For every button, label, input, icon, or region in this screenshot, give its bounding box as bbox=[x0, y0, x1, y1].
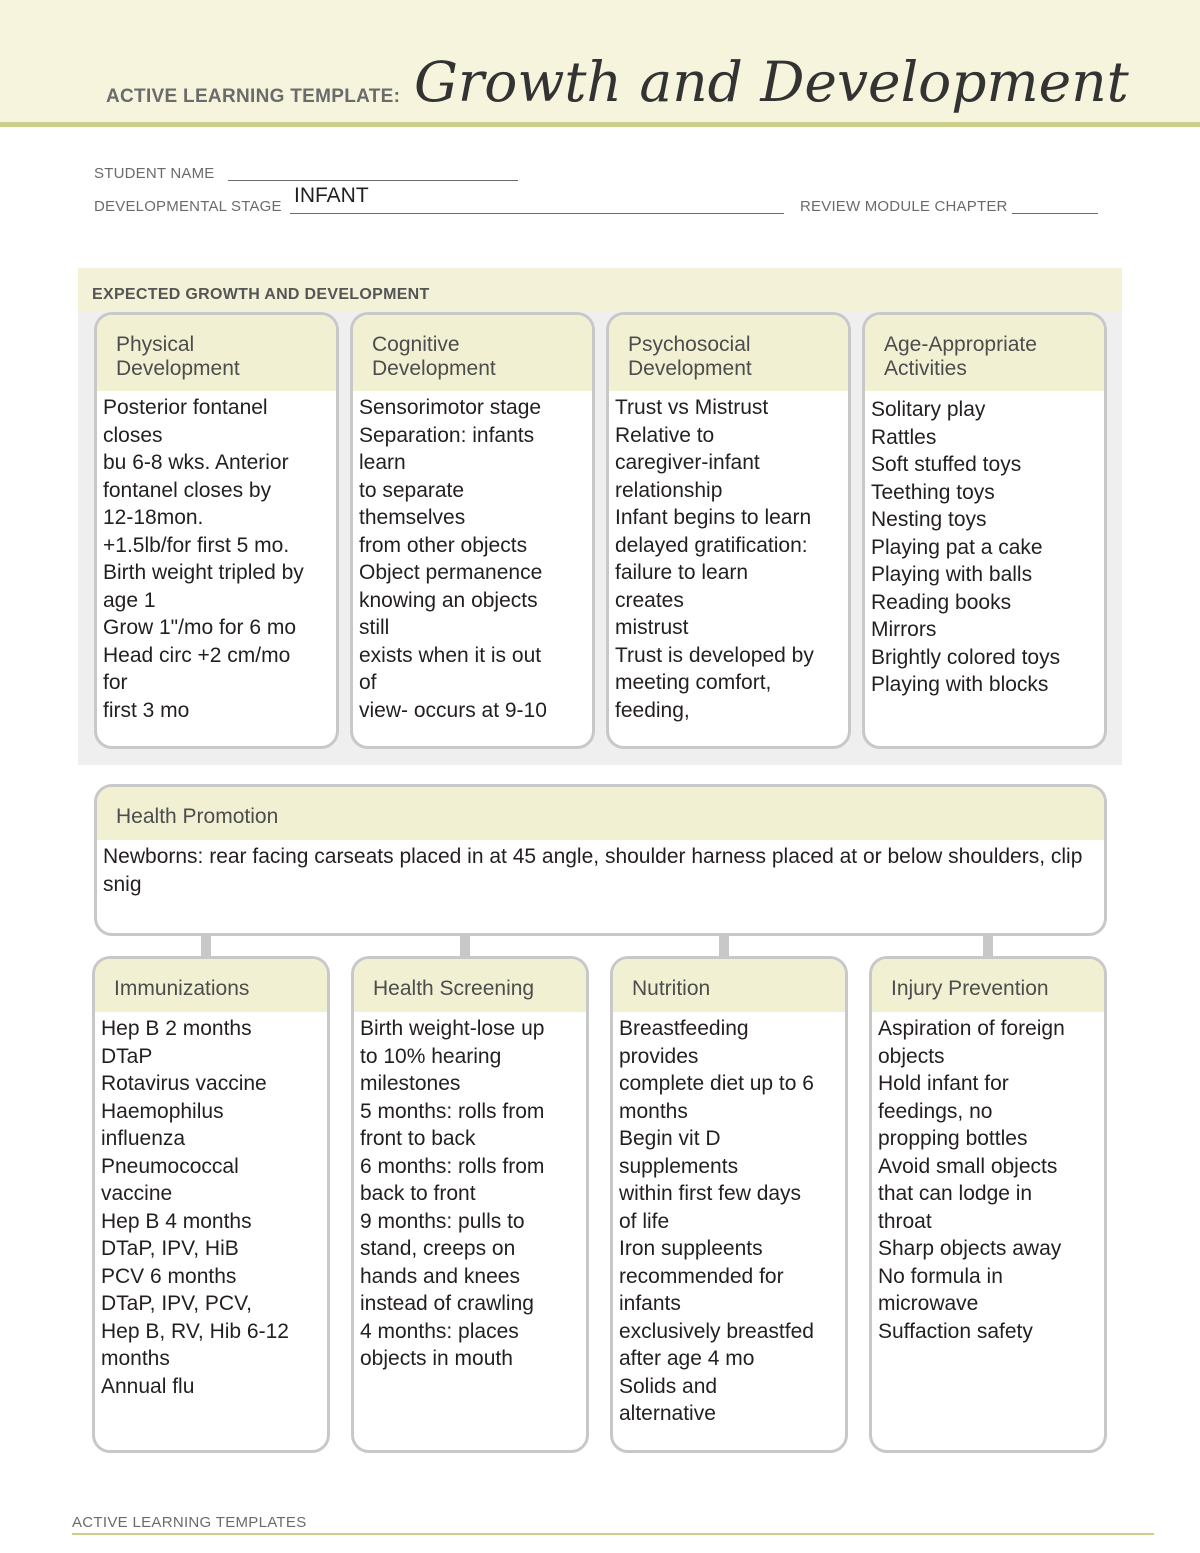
note-line: DTaP bbox=[101, 1044, 153, 1068]
immunizations-box bbox=[92, 956, 330, 1453]
note-line: closes bbox=[103, 423, 163, 447]
review-module-line bbox=[1012, 213, 1098, 214]
note-line: supplements bbox=[619, 1154, 739, 1178]
note-line: front to back bbox=[360, 1127, 476, 1150]
note-line: Iron suppleents bbox=[619, 1237, 763, 1260]
note-line: delayed gratification: bbox=[615, 533, 808, 557]
note-line: themselves bbox=[359, 506, 466, 529]
note-line: to separate bbox=[359, 478, 465, 502]
immunizations-title: Immunizations bbox=[95, 959, 327, 1012]
note-line: throat bbox=[878, 1209, 932, 1233]
note-line: Object permanence bbox=[359, 561, 543, 584]
note-line: to 10% hearing bbox=[360, 1044, 502, 1068]
note-line: milestones bbox=[360, 1072, 461, 1095]
note-line: Breastfeeding bbox=[619, 1017, 749, 1040]
note-line: Soft stuffed toys bbox=[871, 453, 1022, 476]
note-line: Posterior fontanel bbox=[103, 396, 268, 419]
expected-growth-title: EXPECTED GROWTH AND DEVELOPMENT bbox=[92, 286, 430, 303]
age-appropriate-activities-notes bbox=[865, 391, 1104, 699]
note-line: 5 months: rolls from bbox=[360, 1099, 545, 1123]
note-line: bu 6-8 wks. Anterior bbox=[103, 451, 289, 474]
note-line: Separation: infants bbox=[359, 423, 535, 447]
note-line: stand, creeps on bbox=[360, 1237, 516, 1260]
note-line: Hep B 2 months bbox=[101, 1017, 252, 1040]
template-label: ACTIVE LEARNING TEMPLATE: bbox=[106, 86, 401, 107]
note-line: first 3 mo bbox=[103, 698, 190, 722]
note-line: failure to learn bbox=[615, 561, 749, 584]
note-line: influenza bbox=[101, 1127, 186, 1150]
note-line: provides bbox=[619, 1044, 699, 1068]
note-line: mistrust bbox=[615, 616, 689, 639]
connector bbox=[983, 934, 993, 958]
cognitive-development-title: Cognitive Development bbox=[353, 315, 592, 391]
psychosocial-development-title: Psychosocial Development bbox=[609, 315, 848, 391]
cognitive-development-notes bbox=[353, 391, 592, 724]
note-line: Playing with balls bbox=[871, 563, 1033, 586]
physical-development-notes bbox=[97, 391, 336, 724]
note-line: Trust vs Mistrust bbox=[615, 396, 769, 419]
note-line: of life bbox=[619, 1209, 670, 1233]
note-line: 4 months: places bbox=[360, 1319, 519, 1343]
immunizations-notes bbox=[95, 1012, 327, 1400]
review-module-label: REVIEW MODULE CHAPTER bbox=[800, 198, 1008, 215]
note-line: caregiver-infant bbox=[615, 451, 760, 474]
note-line: microwave bbox=[878, 1292, 979, 1315]
header-rule bbox=[0, 122, 1200, 127]
note-line: months bbox=[101, 1347, 170, 1370]
note-line: relationship bbox=[615, 478, 723, 502]
developmental-stage-line bbox=[290, 213, 784, 214]
note-line: complete diet up to 6 bbox=[619, 1072, 814, 1095]
note-line: Begin vit D bbox=[619, 1127, 721, 1150]
nutrition-notes bbox=[613, 1012, 845, 1428]
age-appropriate-activities-title: Age-Appropriate Activities bbox=[865, 315, 1104, 391]
note-line: meeting comfort, bbox=[615, 671, 772, 694]
note-line: Avoid small objects bbox=[878, 1154, 1058, 1178]
note-line: Playing pat a cake bbox=[871, 535, 1043, 559]
note-line: DTaP, IPV, PCV, bbox=[101, 1292, 252, 1315]
note-line: DTaP, IPV, HiB bbox=[101, 1237, 239, 1260]
note-line: Grow 1"/mo for 6 mo bbox=[103, 616, 297, 639]
note-line: Solitary play bbox=[871, 398, 986, 421]
note-line: propping bottles bbox=[878, 1127, 1028, 1150]
nutrition-box bbox=[610, 956, 848, 1453]
injury-prevention-notes bbox=[872, 1012, 1104, 1345]
student-name-line bbox=[228, 180, 518, 181]
note-line: Birth weight-lose up bbox=[360, 1017, 545, 1040]
note-line: Annual flu bbox=[101, 1374, 195, 1398]
note-line: after age 4 mo bbox=[619, 1347, 755, 1370]
note-line: of bbox=[359, 671, 377, 694]
note-line: +1.5lb/for first 5 mo. bbox=[103, 533, 290, 557]
injury-prevention-box bbox=[869, 956, 1107, 1453]
note-line: back to front bbox=[360, 1182, 476, 1205]
physical-development-title: Physical Development bbox=[97, 315, 336, 391]
note-line: Aspiration of foreign bbox=[878, 1017, 1065, 1040]
health-screening-title: Health Screening bbox=[354, 959, 586, 1012]
note-line: that can lodge in bbox=[878, 1182, 1033, 1205]
note-line: 12-18mon. bbox=[103, 506, 204, 529]
page-title: Growth and Development bbox=[414, 50, 1129, 114]
note-line: knowing an objects bbox=[359, 588, 538, 612]
health-promotion-notes: Newborns: rear facing carseats placed in at 45 angle, shoulder harness placed at or below shoulders, clip snig bbox=[103, 845, 1083, 896]
note-line: Sharp objects away bbox=[878, 1237, 1062, 1260]
note-line: view- occurs at 9-10 bbox=[359, 698, 547, 722]
note-line: exists when it is out bbox=[359, 643, 542, 667]
note-line: Brightly colored toys bbox=[871, 645, 1061, 669]
health-promotion-title: Health Promotion bbox=[97, 787, 1104, 840]
note-line: instead of crawling bbox=[360, 1292, 534, 1315]
note-line: Birth weight tripled by bbox=[103, 561, 304, 584]
footer-rule bbox=[72, 1533, 1154, 1535]
note-line: 9 months: pulls to bbox=[360, 1209, 525, 1233]
note-line: Trust is developed by bbox=[615, 643, 814, 667]
cognitive-development-box bbox=[350, 312, 595, 749]
note-line: for bbox=[103, 671, 128, 694]
psychosocial-development-notes bbox=[609, 391, 848, 724]
note-line: age 1 bbox=[103, 588, 156, 612]
note-line: Hold infant for bbox=[878, 1072, 1009, 1095]
note-line: alternative bbox=[619, 1402, 716, 1425]
note-line: objects bbox=[878, 1044, 945, 1068]
note-line: Pneumococcal bbox=[101, 1154, 239, 1178]
note-line: Nesting toys bbox=[871, 508, 987, 531]
note-line: within first few days bbox=[619, 1182, 802, 1205]
note-line: Rattles bbox=[871, 425, 937, 449]
age-appropriate-activities-box bbox=[862, 312, 1107, 749]
note-line: 6 months: rolls from bbox=[360, 1154, 545, 1178]
developmental-stage-label: DEVELOPMENTAL STAGE bbox=[94, 198, 282, 215]
note-line: Hep B, RV, Hib 6-12 bbox=[101, 1319, 289, 1343]
note-line: Relative to bbox=[615, 423, 715, 447]
note-line: Teething toys bbox=[871, 480, 995, 504]
note-line: No formula in bbox=[878, 1264, 1003, 1288]
connector bbox=[460, 934, 470, 958]
note-line: Suffaction safety bbox=[878, 1319, 1033, 1343]
note-line: infants bbox=[619, 1292, 681, 1315]
health-screening-notes bbox=[354, 1012, 586, 1373]
note-line: vaccine bbox=[101, 1182, 173, 1205]
connector bbox=[201, 934, 211, 958]
note-line: Infant begins to learn bbox=[615, 506, 812, 529]
note-line: Sensorimotor stage bbox=[359, 396, 542, 419]
note-line: learn bbox=[359, 451, 406, 474]
note-line: Haemophilus bbox=[101, 1099, 224, 1123]
injury-prevention-title: Injury Prevention bbox=[872, 959, 1104, 1012]
note-line: Solids and bbox=[619, 1374, 718, 1398]
note-line: Reading books bbox=[871, 590, 1012, 614]
health-promotion-box bbox=[94, 784, 1107, 936]
psychosocial-development-box bbox=[606, 312, 851, 749]
note-line: from other objects bbox=[359, 533, 528, 557]
note-line: objects in mouth bbox=[360, 1347, 513, 1370]
connector bbox=[719, 934, 729, 958]
physical-development-box bbox=[94, 312, 339, 749]
note-line: feeding, bbox=[615, 698, 690, 722]
footer-label: ACTIVE LEARNING TEMPLATES bbox=[72, 1514, 307, 1531]
note-line: months bbox=[619, 1099, 688, 1123]
note-line: Head circ +2 cm/mo bbox=[103, 643, 291, 667]
note-line: feedings, no bbox=[878, 1099, 993, 1123]
note-line: hands and knees bbox=[360, 1264, 520, 1288]
health-screening-box bbox=[351, 956, 589, 1453]
note-line: fontanel closes by bbox=[103, 478, 272, 502]
note-line: Rotavirus vaccine bbox=[101, 1072, 267, 1095]
note-line: Hep B 4 months bbox=[101, 1209, 252, 1233]
developmental-stage-field[interactable]: INFANT bbox=[294, 184, 369, 207]
note-line: exclusively breastfed bbox=[619, 1319, 814, 1343]
note-line: recommended for bbox=[619, 1264, 784, 1288]
note-line: Playing with blocks bbox=[871, 673, 1049, 696]
nutrition-title: Nutrition bbox=[613, 959, 845, 1012]
note-line: creates bbox=[615, 588, 684, 612]
note-line: Mirrors bbox=[871, 618, 937, 641]
note-line: PCV 6 months bbox=[101, 1264, 237, 1288]
student-name-label: STUDENT NAME bbox=[94, 165, 215, 182]
note-line: still bbox=[359, 616, 390, 639]
